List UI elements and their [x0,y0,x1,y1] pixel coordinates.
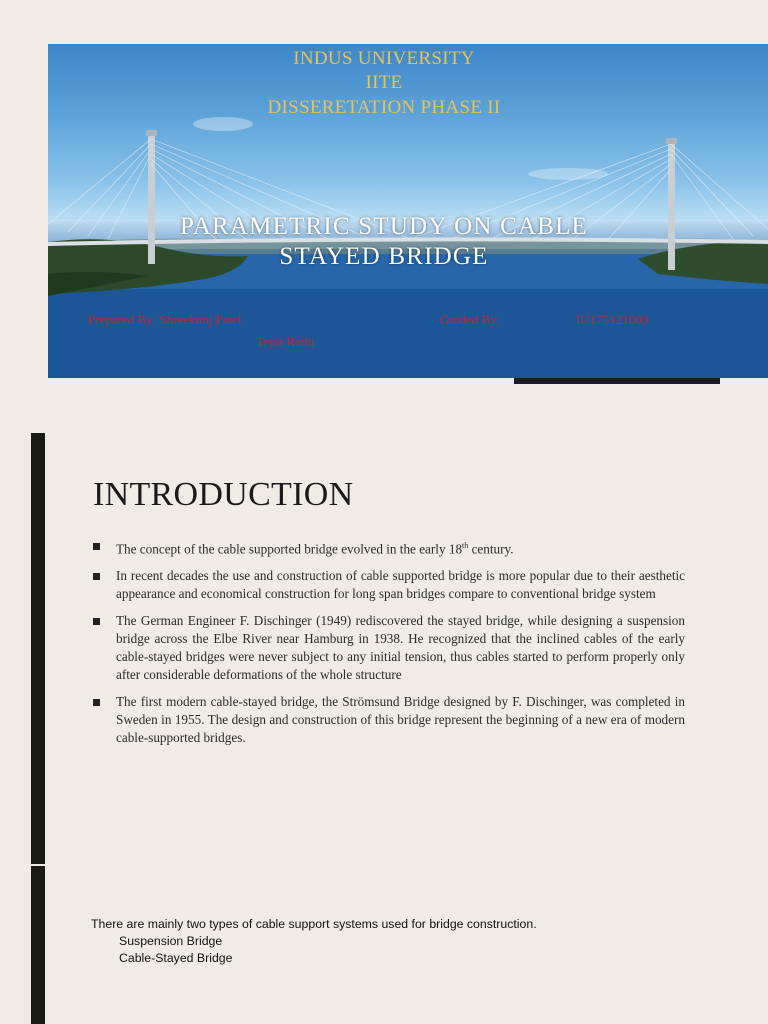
university-name: INDUS UNIVERSITY [293,48,475,69]
bullet-square-icon [93,543,100,550]
student-id: IU175121009 [576,312,649,327]
bullet-item: The German Engineer F. Dischinger (1949) rediscovered the stayed bridge, while designing a suspension bridge across the Elbe River near Hamburg in 1938. He recognized that the inclined cables of the early cable-stayed bridges were never subject to any initial tension, thus cables started to perform properly only after considerable deformations of the whole structure [93,612,685,684]
side-accent-bar [31,433,45,864]
type-suspension-bridge: Suspension Bridge [119,934,223,948]
prepared-by: Prepared By: Shreekunj Patel [88,312,242,327]
bullet-square-icon [93,618,100,625]
institute-name: IITE [365,72,403,93]
guide-name: Tejas Rathi [256,334,315,349]
title-slide [48,44,768,378]
introduction-heading: INTRODUCTION [93,476,354,513]
dissertation-title-line-2: STAYED BRIDGE [279,243,489,270]
cable-support-types [91,916,537,967]
type-cable-stayed-bridge: Cable-Stayed Bridge [119,951,233,965]
bullet-square-icon [93,699,100,706]
dissertation-title-line-1: PARAMETRIC STUDY ON CABLE [179,213,589,240]
guided-by: Guided By: [440,312,501,327]
bullet-square-icon [93,573,100,580]
bullet-item: The first modern cable-stayed bridge, the Strömsund Bridge designed by F. Dischinger, was completed in Sweden in 1955. The design and construction of this bridge represent the beginning of a new era of modern cable-supported bridges. [93,693,685,747]
slide-accent-bar [514,378,720,384]
bullet-item: The concept of the cable supported bridge evolved in the early 18th century. [93,537,685,558]
bullet-item: In recent decades the use and construction of cable supported bridge is more popular due to their aesthetic appearance and economical construction for long span bridges compare to conventional bridge system [93,567,685,603]
introduction-bullets [93,537,685,756]
side-accent-bar-lower [31,866,45,1024]
phase-label: DISSERETATION PHASE II [267,97,501,118]
types-intro: There are mainly two types of cable support systems used for bridge construction. [91,917,537,931]
